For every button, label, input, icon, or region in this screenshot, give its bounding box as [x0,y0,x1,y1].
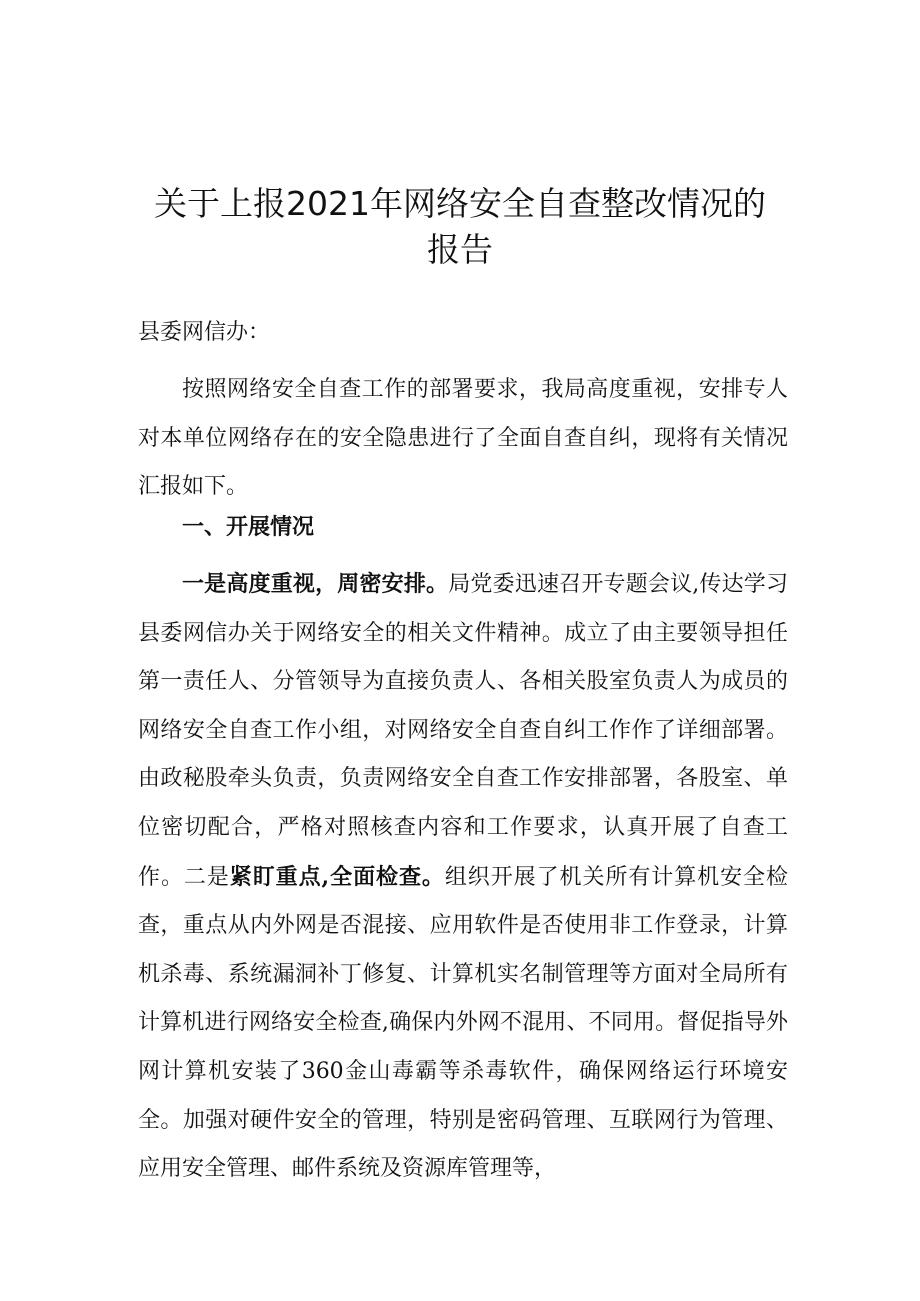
intro-paragraph: 按照网络安全自查工作的部署要求，我局高度重视，安排专人对本单位网络存在的安全隐患进行了全面自查自纠，现将有关情况汇报如下。 [138,377,788,500]
document-title-line1: 关于上报2021年网络安全自查整改情况的 [154,184,766,223]
point1-heading: 一是高度重视，周密安排。 [182,571,449,597]
point2-heading: 紧盯重点,全面检查。 [229,863,445,890]
point2-prefix: 二是 [183,864,230,890]
document-title-line2: 报告 [427,230,493,269]
point2-text: 组织开展了机关所有计算机安全检查，重点从内外网是否混接、应用软件是否使用非工作登录，计算机杀毒、系统漏洞补丁修复、计算机实名制管理等方面对全局所有计算机进行网络安全检查,确保内外网不混用、不同用。督促指导外网计算机安装了360金山毒霸等杀毒软件，确保网络运行环境安全。加强对硬件安全的管理，特别是密码管理、互联网行为管理、应用安全管理、邮件系统及资源库管理等， [138,864,788,1182]
section-heading: 一、开展情况 [182,514,315,540]
salutation: 县委网信办： [138,320,271,345]
body-paragraph [138,560,788,1194]
point1-text: 局党委迅速召开专题会议,传达学习县委网信办关于网络安全的相关文件精神。成立了由主要领导担任第一责任人、分管领导为直接负责人、各相关股室负责人为成员的网络安全自查工作小组，对网络安全自查自纠工作作了详细部署。由政秘股牵头负责，负责网络安全自查工作安排部署，各股室、单位密切配合，严格对照核查内容和工作要求，认真开展了自查工作。 [138,572,788,890]
